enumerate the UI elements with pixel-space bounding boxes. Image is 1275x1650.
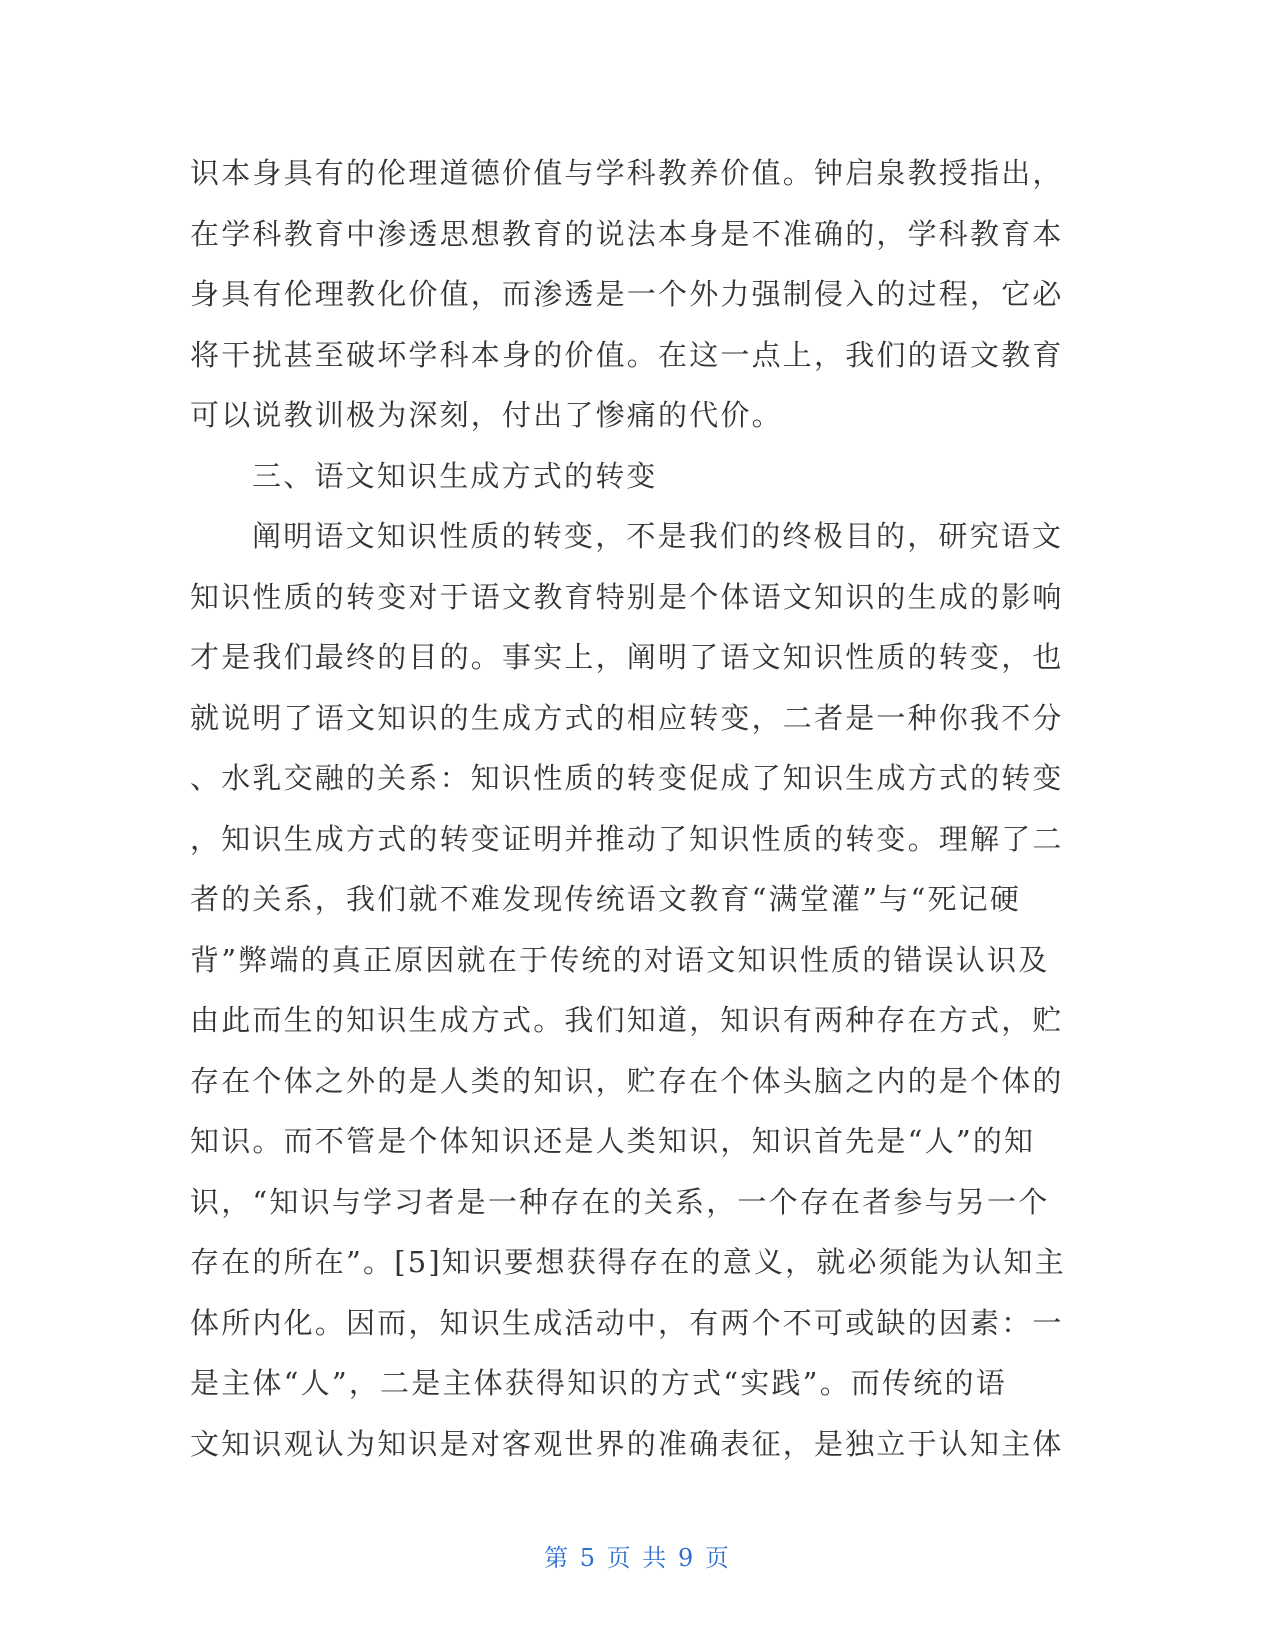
paragraph-line: 识本身具有的伦理道德价值与学科教养价值。钟启泉教授指出， (190, 156, 1064, 190)
paragraph-line: 就说明了语文知识的生成方式的相应转变，二者是一种你我不分 (190, 700, 1064, 735)
paragraph-line: 阐明语文知识性质的转变，不是我们的终极目的，研究语文 (252, 519, 1064, 553)
paragraph-line: 由此而生的知识生成方式。我们知道，知识有两种存在方式，贮 (190, 1003, 1064, 1037)
body-text (190, 143, 1070, 1474)
paragraph-line: 文知识观认为知识是对客观世界的准确表征，是独立于认知主体 (190, 1426, 1064, 1461)
paragraph-line: 存在个体之外的是人类的知识，贮存在个体头脑之内的是个体的 (190, 1063, 1064, 1098)
paragraph-line: 识，“知识与学习者是一种存在的关系，一个存在者参与另一个 (190, 1184, 1050, 1219)
paragraph-line: 存在的所在”。[5]知识要想获得存在的意义，就必须能为认知主 (190, 1245, 1066, 1279)
paragraph-line: 知识。而不管是个体知识还是人类知识，知识首先是“人”的知 (190, 1124, 1036, 1158)
paragraph-line: ，知识生成方式的转变证明并推动了知识性质的转变。理解了二 (190, 821, 1064, 856)
paragraph-line: 可以说教训极为深刻，付出了惨痛的代价。 (190, 398, 783, 432)
paragraph-line: 在学科教育中渗透思想教育的说法本身是不准确的，学科教育本 (190, 216, 1064, 251)
paragraph-line: 知识性质的转变对于语文教育特别是个体语文知识的生成的影响 (190, 579, 1064, 614)
paragraph-line: 才是我们最终的目的。事实上，阐明了语文知识性质的转变，也 (190, 640, 1064, 674)
paragraph-line: 、水乳交融的关系：知识性质的转变促成了知识生成方式的转变 (190, 761, 1064, 795)
paragraph-line: 身具有伦理教化价值，而渗透是一个外力强制侵入的过程，它必 (190, 277, 1064, 311)
paragraph-line: 将干扰甚至破坏学科本身的价值。在这一点上，我们的语文教育 (190, 337, 1064, 372)
paragraph-line: 背”弊端的真正原因就在于传统的对语文知识性质的错误认识及 (190, 942, 1050, 977)
paragraph-line: 是主体“人”，二是主体获得知识的方式“实践”。而传统的语 (190, 1366, 1007, 1400)
section-heading: 三、语文知识生成方式的转变 (252, 458, 658, 493)
page-number-footer: 第 5 页 共 9 页 (544, 1544, 731, 1572)
paragraph-line: 体所内化。因而，知识生成活动中，有两个不可或缺的因素：一 (190, 1305, 1064, 1340)
paragraph-line: 者的关系，我们就不难发现传统语文教育“满堂灌”与“死记硬 (190, 882, 1022, 916)
